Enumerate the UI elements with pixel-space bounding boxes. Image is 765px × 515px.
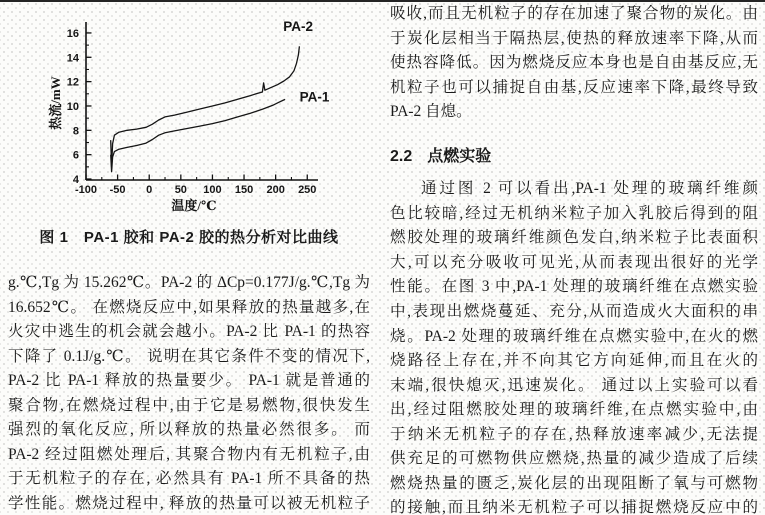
y-tick-label: 4	[72, 174, 79, 187]
text-line: 燃烧热量的匮乏,炭化层的出现阻断了氧与可燃物	[390, 474, 758, 492]
right-paragraph-2	[390, 177, 758, 515]
text-line: 末端,很快熄灭,迅速炭化。 通过以上实验可以看	[390, 376, 758, 394]
text-line: 学性能。燃烧过程中, 释放的热量可以被无机粒子	[8, 494, 370, 512]
y-tick-label: 6	[72, 149, 79, 162]
text-line: 烧路径上存在,并不向其它方向延伸,而且在火的	[390, 352, 758, 370]
x-tick-label: 200	[266, 184, 285, 196]
text-line: 供充足的可燃物供应燃烧,热量的减少造成了后续	[390, 450, 758, 468]
x-tick-label: 250	[298, 184, 317, 196]
text-line: PA-2 比 PA-1 释放的热量要少。 PA-1 就是普通的	[8, 372, 370, 390]
thermal-analysis-chart	[40, 10, 340, 222]
text-line: 出,经过阻燃胶处理的玻璃纤维,在点燃实验中,由	[390, 401, 758, 419]
section-number: 2.2	[390, 147, 413, 165]
text-line: 机粒子也可以捕捉自由基,反应速率下降,最终导致	[390, 78, 758, 96]
y-tick-label: 12	[66, 76, 79, 89]
series-label-pa-2: PA-2	[283, 19, 313, 35]
text-line: 使热容降低。因为燃烧反应本身也是自由基反应,无	[390, 54, 758, 72]
x-tick-label: 0	[146, 184, 153, 196]
y-tick-label: 16	[66, 27, 79, 40]
figure-caption: 图 1 PA-1 胶和 PA-2 胶的热分析对比曲线	[39, 229, 339, 246]
y-tick-label: 8	[72, 125, 79, 138]
left-column-text	[8, 271, 370, 515]
text-line: 中,表现出燃烧蔓延、充分,从而造成火大面积的串	[390, 303, 758, 321]
x-tick-label: 150	[234, 184, 254, 196]
figure-1	[8, 0, 370, 250]
text-line: 通过图 2 可以看出,PA-1 处理的玻璃纤维颜	[421, 180, 758, 198]
y-axis-title: 热流/mW	[48, 76, 63, 130]
section-title: 点燃实验	[427, 147, 492, 165]
text-line: 聚合物,在燃烧过程中,由于它是易燃物,很快发生	[8, 396, 370, 414]
text-line: 的接触,而且纳米无机粒子可以捕捉燃烧反应中的	[390, 499, 758, 515]
right-column	[390, 2, 758, 515]
text-line: 强烈的氧化反应, 所以释放的热量必然很多。 而	[8, 421, 370, 439]
text-line: 于纳米无机粒子的存在,热释放速率减少,无法提	[390, 425, 758, 443]
text-line: g.℃,Tg 为 15.262℃。PA-2 的 ΔCp=0.177J/g.℃,Tg 为	[8, 274, 370, 291]
text-line: PA-2 经过阻燃处理后, 其聚合物内有无机粒子,由	[8, 445, 370, 463]
text-line: 烧。PA-2 处理的玻璃纤维在点燃实验中,在火的燃	[390, 327, 758, 345]
text-line: 16.652℃。 在燃烧反应中,如果释放的热量越多,在	[8, 298, 370, 316]
text-line: 色比较暗,经过无机纳米粒子加入乳胶后得到的阻	[390, 204, 758, 222]
text-line: 大,可以充分吸收可见光,从而表现出很好的光学	[390, 253, 758, 271]
left-column	[8, 0, 370, 515]
text-line: 性能。在图 3 中,PA-1 处理的玻璃纤维在点燃实验	[390, 278, 758, 296]
x-tick-label: -50	[109, 184, 126, 196]
series-label-pa-1: PA-1	[299, 89, 330, 105]
text-line: 于炭化层相当于隔热层,使热的释放速率下降,从而	[390, 29, 758, 47]
text-line: 火灾中逃生的机会就会越小。PA-2 比 PA-1 的热容	[8, 323, 370, 341]
text-line: 于无机粒子的存在, 必然具有 PA-1 所不具备的热	[8, 470, 370, 488]
curve-pa-1	[111, 99, 285, 171]
section-heading-2-2	[390, 145, 758, 170]
right-paragraph-1	[390, 2, 758, 125]
text-line: 燃胶处理的玻璃纤维颜色发白,纳米粒子比表面积	[390, 229, 758, 247]
text-line: 吸收,而且无机粒子的存在加速了聚合物的炭化。由	[390, 5, 758, 22]
x-tick-label: 100	[203, 184, 222, 196]
y-tick-label: 14	[66, 52, 79, 65]
x-axis-title: 温度/℃	[171, 198, 217, 213]
y-tick-label: 10	[66, 100, 79, 113]
x-tick-label: -100	[74, 184, 98, 196]
x-tick-label: 50	[174, 184, 187, 196]
text-line: 下降了 0.1J/g.℃。 说明在其它条件不变的情况下,	[8, 347, 370, 365]
text-line: PA-2 自熄。	[390, 103, 472, 121]
